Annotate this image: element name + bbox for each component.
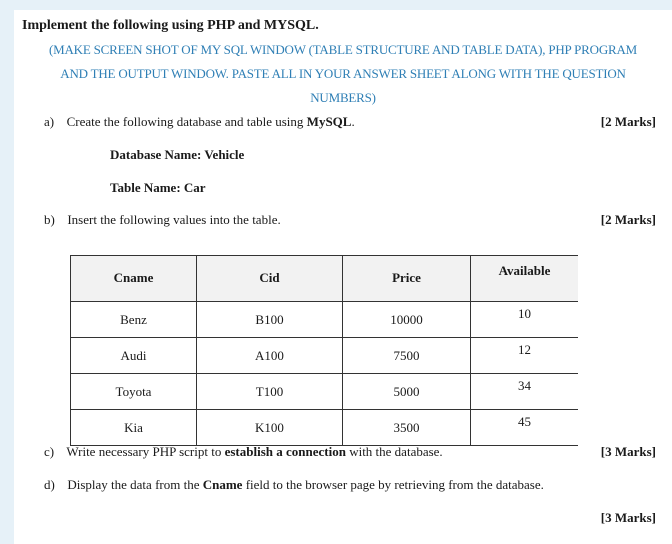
question-d-text-end: field to the browser page by retrieving from the database. [242, 477, 544, 492]
question-d [44, 477, 544, 493]
question-c-marks: [3 Marks] [600, 444, 656, 459]
table-cell: 12 [471, 338, 579, 374]
table-cell: 34 [471, 374, 579, 410]
table-cell: T100 [197, 374, 343, 410]
table-cell: 10000 [343, 302, 471, 338]
table-cell: A100 [197, 338, 343, 374]
table-cell: Audi [71, 338, 197, 374]
question-b-text: Insert the following values into the table. [67, 212, 281, 227]
question-b-label: b) [44, 212, 55, 227]
question-a-bold: MySQL [306, 114, 352, 129]
question-c-text-end: with the database. [345, 444, 443, 459]
question-a-text-end: . [351, 114, 355, 129]
question-d-label: d) [44, 477, 55, 492]
question-a-marks: [2 Marks] [600, 114, 656, 129]
table-header-row [71, 255, 579, 302]
table-cell: Toyota [71, 374, 197, 410]
table-row [71, 302, 579, 338]
question-a-text: Create the following database and table using [66, 114, 307, 129]
question-b-marks: [2 Marks] [600, 212, 656, 227]
table-cell: 5000 [343, 374, 471, 410]
question-c-text: Write necessary PHP script to [66, 444, 225, 459]
question-a-label: a) [44, 114, 55, 129]
instruction-line-1: (MAKE SCREEN SHOT OF MY SQL WINDOW (TABLE STRUCTURE AND TABLE DATA), PHP PROGRAM [48, 42, 638, 57]
question-sheet [14, 10, 672, 544]
question-d-text: Display the data from the [67, 477, 203, 492]
question-c-label: c) [44, 444, 55, 459]
table-cell: Benz [71, 302, 197, 338]
table-cell: 3500 [343, 410, 471, 446]
table-cell: K100 [197, 410, 343, 446]
question-a [44, 114, 355, 130]
table-cell: 45 [471, 410, 579, 446]
instruction-line-3: NUMBERS) [310, 90, 376, 105]
table-row [71, 410, 579, 446]
table-cell: 7500 [343, 338, 471, 374]
question-d-bold: Cname [202, 477, 243, 492]
column-header: Cname [71, 255, 197, 302]
car-table [70, 255, 578, 446]
database-name-label: Database Name: Vehicle [110, 147, 245, 162]
column-header: Available [471, 255, 579, 302]
instruction-line-2: AND THE OUTPUT WINDOW. PASTE ALL IN YOUR ANSWER SHEET ALONG WITH THE QUESTION [60, 66, 626, 81]
column-header: Price [343, 255, 471, 302]
question-c [44, 444, 443, 460]
table-top-rule [70, 255, 578, 256]
table-row [71, 338, 579, 374]
table-cell: Kia [71, 410, 197, 446]
question-c-bold: establish a connection [224, 444, 346, 459]
question-b [44, 212, 281, 228]
table-name-label: Table Name: Car [110, 180, 206, 195]
table-row [71, 374, 579, 410]
table-cell: 10 [471, 302, 579, 338]
column-header: Cid [197, 255, 343, 302]
question-d-marks: [3 Marks] [600, 510, 656, 525]
page-title: Implement the following using PHP and MYSQL. [22, 18, 319, 33]
table-cell: B100 [197, 302, 343, 338]
